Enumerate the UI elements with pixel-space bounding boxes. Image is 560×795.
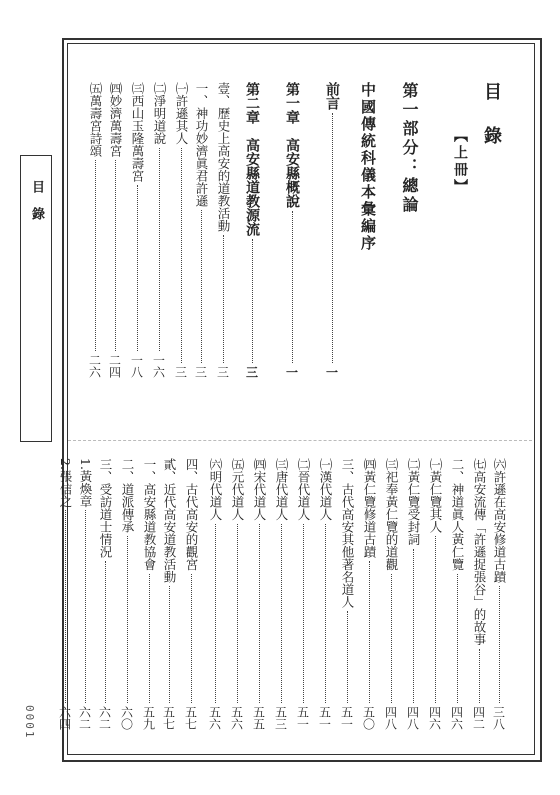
toc-entry-label: 第二章 高安縣道教源流	[244, 82, 260, 236]
leader-dots	[181, 148, 182, 364]
toc-entry	[470, 458, 488, 730]
toc-entry-page: 五九	[141, 706, 156, 730]
toc-entry-label: 貳、近代高安道教活動	[162, 458, 177, 583]
toc-entry	[118, 458, 136, 730]
leader-dots	[479, 649, 480, 704]
toc-entry-label: ㈡黃仁覽受封詞	[406, 458, 421, 546]
leader-dots	[252, 239, 253, 363]
toc-entry	[228, 458, 246, 730]
leader-dots	[65, 510, 66, 703]
leader-dots	[325, 524, 326, 704]
toc-entry-page: 五七	[161, 706, 176, 730]
toc-entry-page: 四八	[383, 706, 398, 730]
toc-entry-page: 六〇	[119, 706, 134, 730]
leader-dots	[332, 113, 333, 363]
leader-dots	[95, 160, 96, 351]
toc-entry-label: 一、神功妙濟眞君許遜	[194, 82, 209, 207]
toc-entry	[76, 458, 94, 730]
toc-entry	[250, 458, 268, 730]
volume-label: 【上冊】	[452, 128, 468, 196]
toc-entry-page: 五〇	[361, 706, 376, 730]
toc-entry-page: 五一	[339, 706, 354, 730]
toc-entry	[106, 82, 124, 378]
toc-entry	[214, 82, 232, 378]
toc-entry-page: 一八	[129, 354, 144, 378]
toc-entry-label: 三、古代高安其他著名道人	[340, 458, 355, 608]
toc-entry	[56, 458, 74, 730]
toc-entry	[182, 458, 200, 730]
toc-entry-label: ㈦高安流傳「許遜捉張谷」的故事	[472, 458, 487, 646]
toc-entry	[322, 82, 342, 378]
leader-dots	[169, 586, 170, 703]
toc-entry	[150, 82, 168, 378]
toc-entry-page: 五一	[317, 706, 332, 730]
toc-entry-label: ㈢西山玉隆萬壽宮	[130, 82, 145, 182]
toc-entry-label: 1.黃煥章	[78, 458, 93, 508]
toc-entry-page: 二四	[107, 354, 122, 378]
leader-dots	[149, 574, 150, 704]
toc-entry-label: ㈢祀奉黃仁覽的道觀	[384, 458, 399, 571]
leader-dots	[499, 586, 500, 703]
leader-dots	[457, 574, 458, 704]
toc-entry	[490, 458, 508, 730]
toc-entry	[160, 458, 178, 730]
toc-entry	[272, 458, 290, 730]
toc-entry-label: ㈠黃仁覽其人	[428, 458, 443, 533]
toc-entry	[96, 458, 114, 730]
toc-entry-label: ㈤元代道人	[230, 458, 245, 521]
toc-entry-page: 一	[324, 366, 339, 378]
toc-entry	[316, 458, 334, 730]
toc-entry-page: 二六	[87, 354, 102, 378]
toc-entry-label: ㈠許遜其人	[174, 82, 189, 145]
toc-entry	[360, 458, 378, 730]
leader-dots	[347, 611, 348, 703]
toc-entry-label: ㈡淨明道說	[152, 82, 167, 145]
toc-entry	[448, 458, 466, 730]
toc-entry-label: ㈢唐代道人	[274, 458, 289, 521]
leader-dots	[115, 160, 116, 351]
toc-entry	[206, 458, 224, 730]
toc-entry-page: 五六	[207, 706, 222, 730]
toc-entry-page: 五三	[273, 706, 288, 730]
leader-dots	[281, 524, 282, 704]
toc-entry-label: ㈠漢代道人	[318, 458, 333, 521]
toc-entry-page: 三	[244, 366, 259, 378]
toc-entry-label: ㈥明代道人	[208, 458, 223, 521]
toc-entry-label: 第一章 高安縣概說	[284, 82, 300, 208]
toc-entry-page: 三	[215, 366, 230, 378]
toc-entry	[86, 82, 104, 378]
leader-dots	[391, 574, 392, 704]
leader-dots	[303, 524, 304, 704]
toc-entry-label: 二、道派傳承	[120, 458, 135, 533]
toc-entry-page: 五六	[229, 706, 244, 730]
toc-entry-label: 四、古代高安的觀宮	[184, 458, 199, 571]
toc-entry-label: ㈥許遜在高安修道古蹟	[492, 458, 507, 583]
leader-dots	[159, 148, 160, 352]
toc-entry-page: 六二	[97, 706, 112, 730]
toc-entry	[242, 82, 262, 378]
toc-entry-page: 六二	[77, 706, 92, 730]
toc-entry	[382, 458, 400, 730]
section-divider	[68, 440, 532, 441]
leader-dots	[259, 524, 260, 704]
toc-entry-page: 六四	[57, 706, 72, 730]
side-tab-title: 目錄	[29, 180, 44, 234]
toc-entry-page: 三	[193, 366, 208, 378]
leader-dots	[191, 574, 192, 704]
part-subheading: 中國傳統科儀本彙編序	[359, 82, 377, 252]
leader-dots	[237, 524, 238, 704]
toc-entry	[192, 82, 210, 378]
leader-dots	[201, 210, 202, 363]
toc-entry	[128, 82, 146, 378]
leader-dots	[105, 561, 106, 703]
leader-dots	[215, 524, 216, 704]
toc-entry	[282, 82, 302, 378]
toc-entry-page: 四六	[427, 706, 442, 730]
toc-entry-page: 四二	[471, 706, 486, 730]
toc-entry-label: 前言	[324, 82, 340, 110]
part-heading: 第一部分：總論	[400, 82, 419, 215]
toc-entry-page: 三	[173, 366, 188, 378]
leader-dots	[223, 235, 224, 363]
toc-entry-label: 2.張信之	[58, 458, 73, 508]
leader-dots	[369, 561, 370, 703]
toc-entry-page: 四八	[405, 706, 420, 730]
toc-entry-page: 五五	[251, 706, 266, 730]
toc-entry	[294, 458, 312, 730]
toc-entry-page: 四六	[449, 706, 464, 730]
toc-entry-page: 一	[284, 366, 299, 378]
toc-entry-label: ㈤萬壽宮詩頌	[88, 82, 103, 157]
toc-entry-label: 一、高安縣道教協會	[142, 458, 157, 571]
toc-entry-label: ㈣妙濟萬壽宮	[108, 82, 123, 157]
toc-entry-page: 五一	[295, 706, 310, 730]
page-code: 0001	[23, 705, 36, 740]
toc-entry-page: 三八	[491, 706, 506, 730]
toc-entry-label: ㈡晉代道人	[296, 458, 311, 521]
toc-title: 目錄	[481, 82, 502, 170]
leader-dots	[85, 510, 86, 703]
toc-entry-label: 二、神道眞人黃仁覽	[450, 458, 465, 571]
toc-entry-page: 一六	[151, 354, 166, 378]
toc-entry	[426, 458, 444, 730]
leader-dots	[127, 536, 128, 703]
toc-entry	[338, 458, 356, 730]
toc-entry-label: ㈣黃仁覽修道古蹟	[362, 458, 377, 558]
toc-entry-label: 三、受訪道士情況	[98, 458, 113, 558]
toc-entry-label: 壹、歷史上高安的道教活動	[216, 82, 231, 232]
leader-dots	[413, 549, 414, 704]
toc-entry	[140, 458, 158, 730]
leader-dots	[435, 536, 436, 703]
leader-dots	[292, 211, 293, 363]
toc-entry-label: ㈣宋代道人	[252, 458, 267, 521]
toc-entry	[404, 458, 422, 730]
leader-dots	[137, 185, 138, 351]
toc-entry-page: 五七	[183, 706, 198, 730]
toc-entry	[172, 82, 190, 378]
